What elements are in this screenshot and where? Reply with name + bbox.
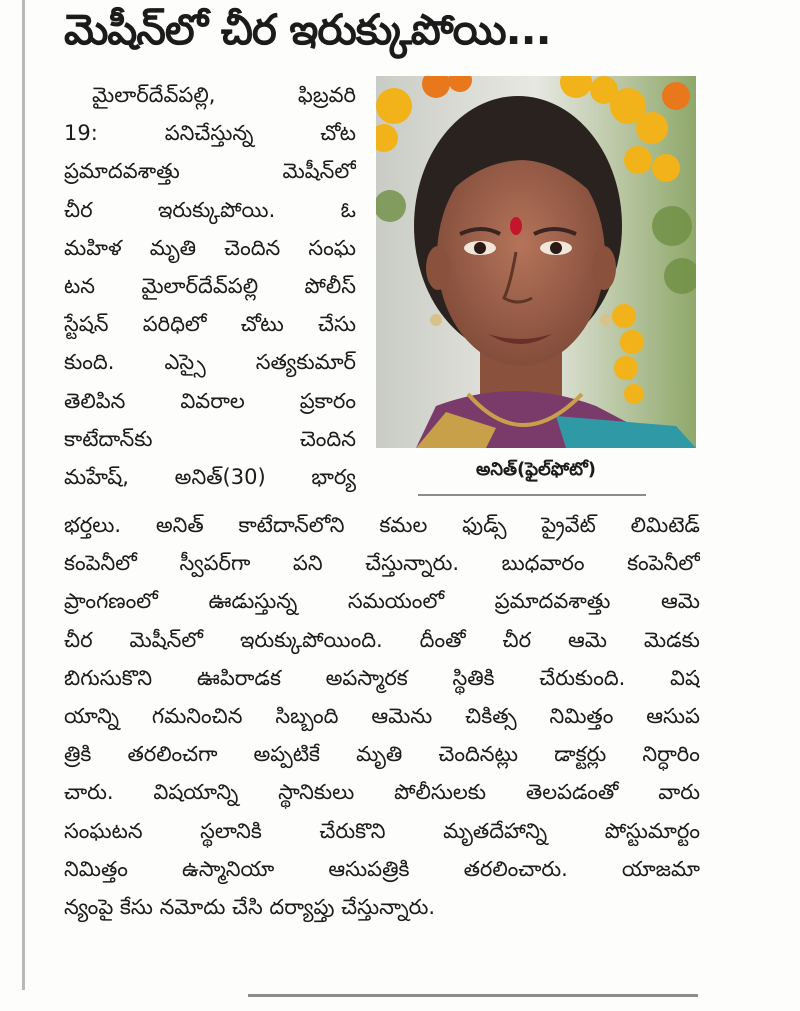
text-line: సంఘటన స్థలానికి చేరుకొని మృతదేహాన్ని పోస్టుమార్టం xyxy=(64,818,700,843)
text-line: భర్తలు. అనిత్‌ కాటేదాన్‌లోని కమల ఫుడ్స్‌ ప్రైవేట్‌ లిమిటెడ్‌ xyxy=(64,513,700,537)
text-line: న్యంపై కేసు నమోదు చేసి దర్యాప్తు చేస్తున్నారు. xyxy=(64,894,436,919)
text-line: కాటేదాన్‌కు చెందిన xyxy=(64,426,356,451)
text-line: కంపెనీలో స్వీపర్‌గా పని చేస్తున్నారు. బుధవారం కంపెనీలో xyxy=(64,551,700,576)
portrait-illustration xyxy=(376,76,696,448)
text-line: చీర ఇరుక్కుపోయి. ఓ xyxy=(64,197,356,222)
photo-caption: అనిత్‌(ఫైల్‌ఫోటో) xyxy=(475,459,597,480)
text-line: బిగుసుకొని ఊపిరాడక అపస్మారక స్థితికి చేరుకుంది. విష xyxy=(64,665,700,690)
headline: మెషీన్‌లో చీర ఇరుక్కుపోయి... xyxy=(64,5,551,54)
text-line: మైలార్‌దేవ్‌పల్లి, ఫిబ్రవరి xyxy=(92,83,356,107)
text-line: ప్రమాదవశాత్తు మెషీన్‌లో xyxy=(64,159,356,184)
text-line: టన మైలార్‌దేవ్‌పల్లి పోలీస్‌ xyxy=(64,273,356,298)
text-line: మహేష్‌, అనిత్‌(30) భార్య xyxy=(64,464,356,489)
column-rule xyxy=(22,0,25,990)
text-line: యాన్ని గమనించిన సిబ్బంది ఆమెను చికిత్స నిమిత్తం ఆసుప xyxy=(64,703,700,728)
text-line: చారు. విషయాన్ని స్థానికులు పోలీసులకు తెలపడంతో వారు xyxy=(64,780,700,805)
caption-rule xyxy=(418,494,646,496)
text-line: స్టేషన్‌ పరిధిలో చోటు చేసు xyxy=(64,312,356,337)
text-line: మహిళ మృతి చెందిన సంఘ xyxy=(64,235,356,260)
text-line: ప్రాంగణంలో ఊడుస్తున్న సమయంలో ప్రమాదవశాత్తు ఆమె xyxy=(64,589,700,614)
article-body-wrapped xyxy=(64,76,356,496)
portrait-photo xyxy=(376,76,696,448)
text-line: నిమిత్తం ఉస్మానియా ఆసుపత్రికి తరలించారు. యాజమా xyxy=(64,856,700,881)
text-line: త్రికి తరలించగా అప్పటికే మృతి చెందినట్లు డాక్టర్లు నిర్ధారిం xyxy=(64,742,700,767)
text-line: చీర మెషీన్‌లో ఇరుక్కుపోయింది. దీంతో చీర ఆమె మెడకు xyxy=(64,627,700,652)
text-line: 19: పనిచేస్తున్న చోట xyxy=(64,121,356,146)
text-line: కుంది. ఎస్సై సత్యకుమార్‌ xyxy=(64,350,356,375)
article-end-rule xyxy=(248,994,698,997)
text-line: తెలిపిన వివరాల ప్రకారం xyxy=(64,388,356,413)
article-body-full xyxy=(64,506,700,926)
